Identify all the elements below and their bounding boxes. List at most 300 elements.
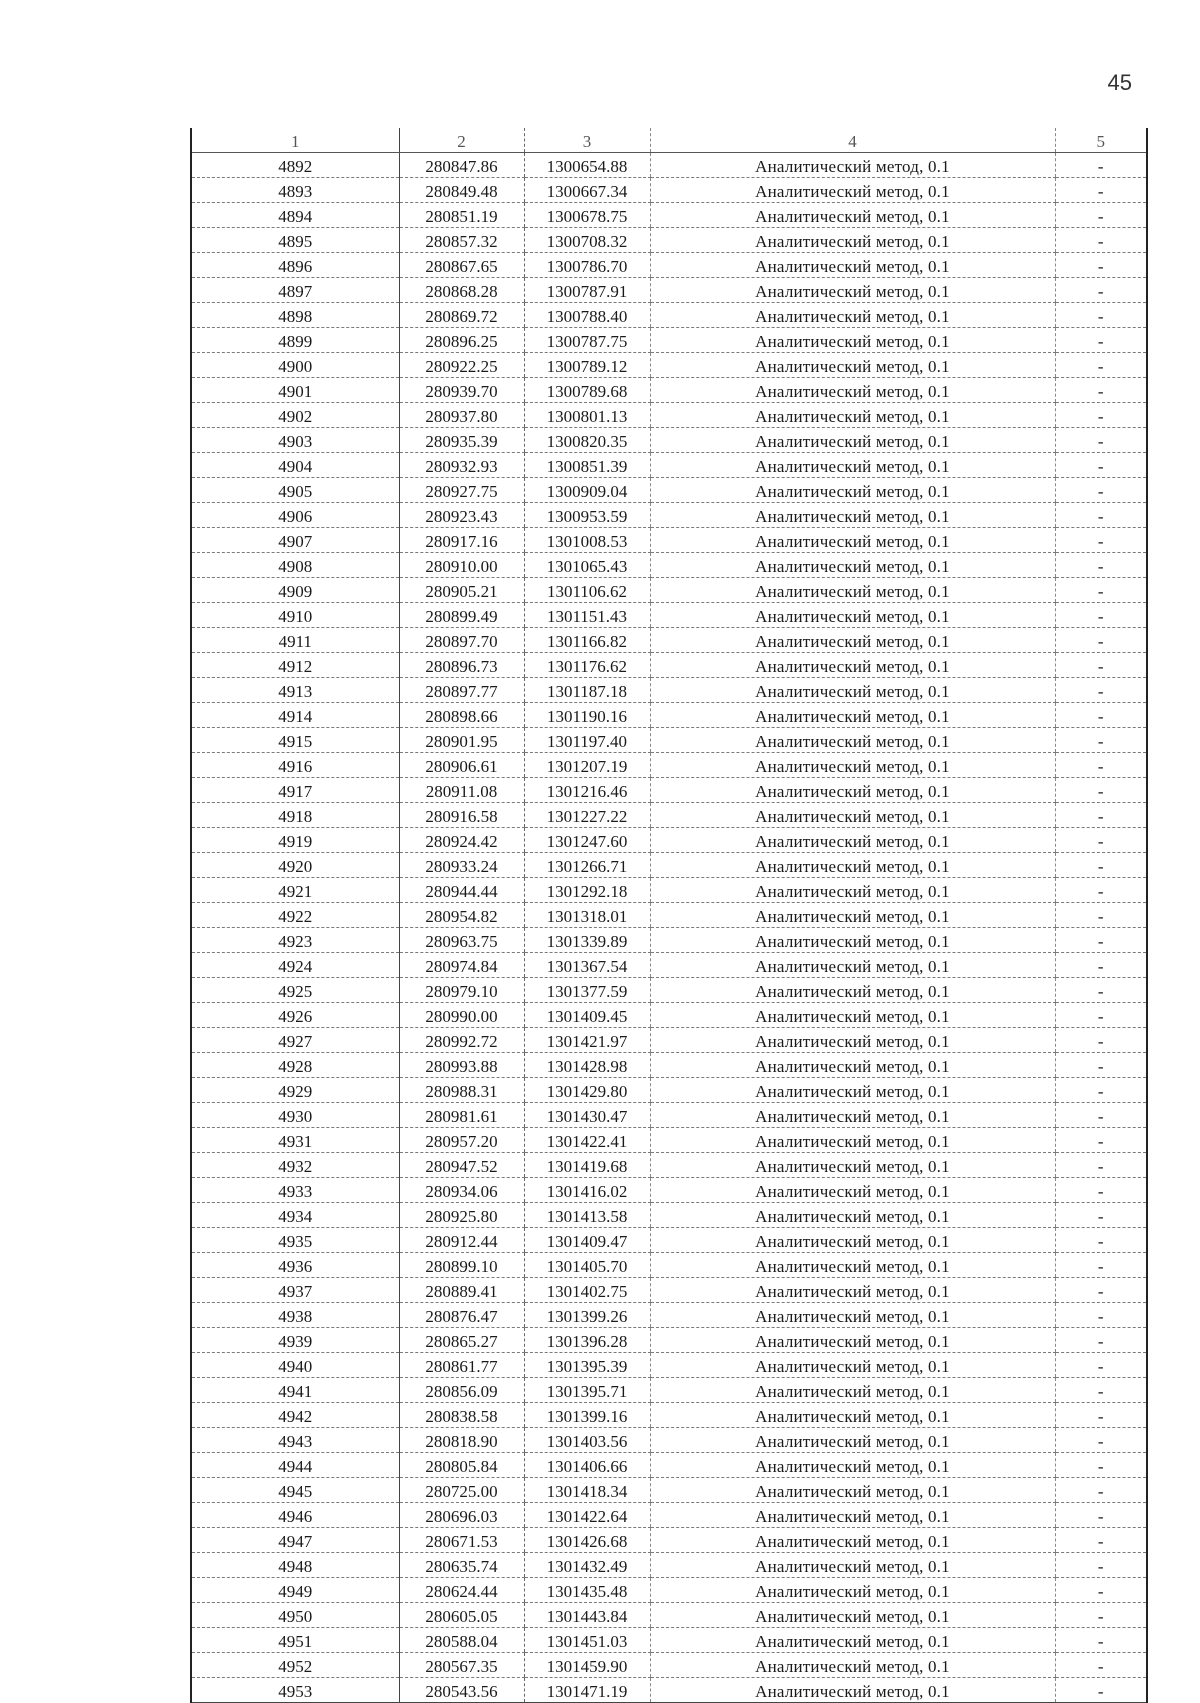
- note-cell: -: [1055, 1478, 1147, 1503]
- method-cell: Аналитический метод, 0.1: [650, 728, 1055, 753]
- x-coordinate-cell: 280912.44: [399, 1228, 524, 1253]
- y-coordinate-cell: 1301367.54: [524, 953, 650, 978]
- y-coordinate-cell: 1301451.03: [524, 1628, 650, 1653]
- note-cell: -: [1055, 1303, 1147, 1328]
- method-cell: Аналитический метод, 0.1: [650, 553, 1055, 578]
- y-coordinate-cell: 1300787.75: [524, 328, 650, 353]
- x-coordinate-cell: 280897.77: [399, 678, 524, 703]
- table-row: [191, 903, 1147, 928]
- method-cell: Аналитический метод, 0.1: [650, 928, 1055, 953]
- method-cell: Аналитический метод, 0.1: [650, 153, 1055, 178]
- y-coordinate-cell: 1301339.89: [524, 928, 650, 953]
- table-row: [191, 778, 1147, 803]
- point-number-cell: 4914: [191, 703, 399, 728]
- point-number-cell: 4921: [191, 878, 399, 903]
- note-cell: -: [1055, 753, 1147, 778]
- table-row: [191, 603, 1147, 628]
- note-cell: -: [1055, 1203, 1147, 1228]
- x-coordinate-cell: 280934.06: [399, 1178, 524, 1203]
- point-number-cell: 4913: [191, 678, 399, 703]
- method-cell: Аналитический метод, 0.1: [650, 1478, 1055, 1503]
- x-coordinate-cell: 280867.65: [399, 253, 524, 278]
- y-coordinate-cell: 1301151.43: [524, 603, 650, 628]
- table-row: [191, 203, 1147, 228]
- method-cell: Аналитический метод, 0.1: [650, 753, 1055, 778]
- point-number-cell: 4929: [191, 1078, 399, 1103]
- point-number-cell: 4940: [191, 1353, 399, 1378]
- note-cell: -: [1055, 1553, 1147, 1578]
- y-coordinate-cell: 1301403.56: [524, 1428, 650, 1453]
- point-number-cell: 4894: [191, 203, 399, 228]
- point-number-cell: 4930: [191, 1103, 399, 1128]
- note-cell: -: [1055, 1678, 1147, 1703]
- method-cell: Аналитический метод, 0.1: [650, 828, 1055, 853]
- note-cell: -: [1055, 828, 1147, 853]
- x-coordinate-cell: 280992.72: [399, 1028, 524, 1053]
- table-row: [191, 453, 1147, 478]
- x-coordinate-cell: 280889.41: [399, 1278, 524, 1303]
- method-cell: Аналитический метод, 0.1: [650, 1228, 1055, 1253]
- note-cell: -: [1055, 653, 1147, 678]
- table-row: [191, 228, 1147, 253]
- x-coordinate-cell: 280861.77: [399, 1353, 524, 1378]
- note-cell: -: [1055, 1003, 1147, 1028]
- point-number-cell: 4898: [191, 303, 399, 328]
- method-cell: Аналитический метод, 0.1: [650, 528, 1055, 553]
- point-number-cell: 4945: [191, 1478, 399, 1503]
- table-row: [191, 353, 1147, 378]
- table-row: [191, 1653, 1147, 1678]
- note-cell: -: [1055, 453, 1147, 478]
- table-row: [191, 253, 1147, 278]
- x-coordinate-cell: 280944.44: [399, 878, 524, 903]
- note-cell: -: [1055, 703, 1147, 728]
- table-row: [191, 1328, 1147, 1353]
- note-cell: -: [1055, 303, 1147, 328]
- note-cell: -: [1055, 853, 1147, 878]
- note-cell: -: [1055, 228, 1147, 253]
- note-cell: -: [1055, 328, 1147, 353]
- x-coordinate-cell: 280588.04: [399, 1628, 524, 1653]
- point-number-cell: 4924: [191, 953, 399, 978]
- method-cell: Аналитический метод, 0.1: [650, 1278, 1055, 1303]
- x-coordinate-cell: 280671.53: [399, 1528, 524, 1553]
- table-row: [191, 1053, 1147, 1078]
- y-coordinate-cell: 1300801.13: [524, 403, 650, 428]
- table-row: [191, 1103, 1147, 1128]
- point-number-cell: 4923: [191, 928, 399, 953]
- method-cell: Аналитический метод, 0.1: [650, 453, 1055, 478]
- y-coordinate-cell: 1301418.34: [524, 1478, 650, 1503]
- note-cell: -: [1055, 728, 1147, 753]
- point-number-cell: 4918: [191, 803, 399, 828]
- method-cell: Аналитический метод, 0.1: [650, 1528, 1055, 1553]
- x-coordinate-cell: 280947.52: [399, 1153, 524, 1178]
- x-coordinate-cell: 280925.80: [399, 1203, 524, 1228]
- method-cell: Аналитический метод, 0.1: [650, 1003, 1055, 1028]
- point-number-cell: 4896: [191, 253, 399, 278]
- note-cell: -: [1055, 278, 1147, 303]
- table-row: [191, 153, 1147, 178]
- table-row: [191, 478, 1147, 503]
- x-coordinate-cell: 280605.05: [399, 1603, 524, 1628]
- table-row: [191, 928, 1147, 953]
- note-cell: -: [1055, 1153, 1147, 1178]
- y-coordinate-cell: 1301065.43: [524, 553, 650, 578]
- note-cell: -: [1055, 178, 1147, 203]
- point-number-cell: 4893: [191, 178, 399, 203]
- x-coordinate-cell: 280635.74: [399, 1553, 524, 1578]
- x-coordinate-cell: 280725.00: [399, 1478, 524, 1503]
- method-cell: Аналитический метод, 0.1: [650, 253, 1055, 278]
- method-cell: Аналитический метод, 0.1: [650, 328, 1055, 353]
- x-coordinate-cell: 280847.86: [399, 153, 524, 178]
- method-cell: Аналитический метод, 0.1: [650, 1428, 1055, 1453]
- column-header-5: 5: [1055, 128, 1147, 153]
- table-row: [191, 1428, 1147, 1453]
- point-number-cell: 4934: [191, 1203, 399, 1228]
- table-row: [191, 1353, 1147, 1378]
- x-coordinate-cell: 280865.27: [399, 1328, 524, 1353]
- table-row: [191, 1128, 1147, 1153]
- point-number-cell: 4949: [191, 1578, 399, 1603]
- method-cell: Аналитический метод, 0.1: [650, 578, 1055, 603]
- x-coordinate-cell: 280856.09: [399, 1378, 524, 1403]
- note-cell: -: [1055, 1353, 1147, 1378]
- y-coordinate-cell: 1301247.60: [524, 828, 650, 853]
- table-row: [191, 703, 1147, 728]
- method-cell: Аналитический метод, 0.1: [650, 303, 1055, 328]
- point-number-cell: 4950: [191, 1603, 399, 1628]
- y-coordinate-cell: 1300678.75: [524, 203, 650, 228]
- x-coordinate-cell: 280898.66: [399, 703, 524, 728]
- x-coordinate-cell: 280939.70: [399, 378, 524, 403]
- table-row: [191, 553, 1147, 578]
- table-row: [191, 428, 1147, 453]
- x-coordinate-cell: 280954.82: [399, 903, 524, 928]
- y-coordinate-cell: 1301402.75: [524, 1278, 650, 1303]
- point-number-cell: 4938: [191, 1303, 399, 1328]
- y-coordinate-cell: 1301176.62: [524, 653, 650, 678]
- x-coordinate-cell: 280876.47: [399, 1303, 524, 1328]
- note-cell: -: [1055, 903, 1147, 928]
- coordinates-table: [190, 128, 1148, 1703]
- y-coordinate-cell: 1300909.04: [524, 478, 650, 503]
- method-cell: Аналитический метод, 0.1: [650, 1403, 1055, 1428]
- method-cell: Аналитический метод, 0.1: [650, 1053, 1055, 1078]
- x-coordinate-cell: 280805.84: [399, 1453, 524, 1478]
- y-coordinate-cell: 1301399.26: [524, 1303, 650, 1328]
- method-cell: Аналитический метод, 0.1: [650, 1453, 1055, 1478]
- column-header-2: 2: [399, 128, 524, 153]
- method-cell: Аналитический метод, 0.1: [650, 1028, 1055, 1053]
- method-cell: Аналитический метод, 0.1: [650, 1653, 1055, 1678]
- note-cell: -: [1055, 928, 1147, 953]
- point-number-cell: 4910: [191, 603, 399, 628]
- method-cell: Аналитический метод, 0.1: [650, 428, 1055, 453]
- note-cell: -: [1055, 1103, 1147, 1128]
- table-row: [191, 1078, 1147, 1103]
- y-coordinate-cell: 1300789.68: [524, 378, 650, 403]
- table-row: [191, 1403, 1147, 1428]
- x-coordinate-cell: 280924.42: [399, 828, 524, 853]
- method-cell: Аналитический метод, 0.1: [650, 1353, 1055, 1378]
- note-cell: -: [1055, 1028, 1147, 1053]
- method-cell: Аналитический метод, 0.1: [650, 1578, 1055, 1603]
- note-cell: -: [1055, 578, 1147, 603]
- x-coordinate-cell: 280922.25: [399, 353, 524, 378]
- point-number-cell: 4901: [191, 378, 399, 403]
- x-coordinate-cell: 280932.93: [399, 453, 524, 478]
- table-row: [191, 678, 1147, 703]
- table-row: [191, 1478, 1147, 1503]
- table-row: [191, 1553, 1147, 1578]
- method-cell: Аналитический метод, 0.1: [650, 178, 1055, 203]
- table-row: [191, 1578, 1147, 1603]
- x-coordinate-cell: 280896.25: [399, 328, 524, 353]
- x-coordinate-cell: 280901.95: [399, 728, 524, 753]
- table-row: [191, 1278, 1147, 1303]
- method-cell: Аналитический метод, 0.1: [650, 378, 1055, 403]
- y-coordinate-cell: 1301419.68: [524, 1153, 650, 1178]
- method-cell: Аналитический метод, 0.1: [650, 1628, 1055, 1653]
- point-number-cell: 4953: [191, 1678, 399, 1703]
- table-header-row: [191, 128, 1147, 153]
- x-coordinate-cell: 280911.08: [399, 778, 524, 803]
- method-cell: Аналитический метод, 0.1: [650, 1078, 1055, 1103]
- table-row: [191, 1228, 1147, 1253]
- y-coordinate-cell: 1300787.91: [524, 278, 650, 303]
- y-coordinate-cell: 1301292.18: [524, 878, 650, 903]
- y-coordinate-cell: 1300820.35: [524, 428, 650, 453]
- note-cell: -: [1055, 1128, 1147, 1153]
- note-cell: -: [1055, 203, 1147, 228]
- table-row: [191, 1153, 1147, 1178]
- point-number-cell: 4915: [191, 728, 399, 753]
- x-coordinate-cell: 280567.35: [399, 1653, 524, 1678]
- note-cell: -: [1055, 503, 1147, 528]
- point-number-cell: 4932: [191, 1153, 399, 1178]
- x-coordinate-cell: 280868.28: [399, 278, 524, 303]
- point-number-cell: 4947: [191, 1528, 399, 1553]
- point-number-cell: 4931: [191, 1128, 399, 1153]
- x-coordinate-cell: 280869.72: [399, 303, 524, 328]
- y-coordinate-cell: 1300851.39: [524, 453, 650, 478]
- note-cell: -: [1055, 1603, 1147, 1628]
- y-coordinate-cell: 1301318.01: [524, 903, 650, 928]
- table-row: [191, 303, 1147, 328]
- note-cell: -: [1055, 603, 1147, 628]
- column-header-4: 4: [650, 128, 1055, 153]
- method-cell: Аналитический метод, 0.1: [650, 1178, 1055, 1203]
- table-row: [191, 328, 1147, 353]
- point-number-cell: 4946: [191, 1503, 399, 1528]
- y-coordinate-cell: 1301187.18: [524, 678, 650, 703]
- note-cell: -: [1055, 378, 1147, 403]
- point-number-cell: 4927: [191, 1028, 399, 1053]
- point-number-cell: 4916: [191, 753, 399, 778]
- point-number-cell: 4907: [191, 528, 399, 553]
- method-cell: Аналитический метод, 0.1: [650, 953, 1055, 978]
- note-cell: -: [1055, 678, 1147, 703]
- point-number-cell: 4933: [191, 1178, 399, 1203]
- y-coordinate-cell: 1300788.40: [524, 303, 650, 328]
- note-cell: -: [1055, 803, 1147, 828]
- note-cell: -: [1055, 1253, 1147, 1278]
- y-coordinate-cell: 1301421.97: [524, 1028, 650, 1053]
- point-number-cell: 4900: [191, 353, 399, 378]
- note-cell: -: [1055, 1503, 1147, 1528]
- y-coordinate-cell: 1301207.19: [524, 753, 650, 778]
- note-cell: -: [1055, 403, 1147, 428]
- table-row: [191, 653, 1147, 678]
- method-cell: Аналитический метод, 0.1: [650, 978, 1055, 1003]
- method-cell: Аналитический метод, 0.1: [650, 1203, 1055, 1228]
- x-coordinate-cell: 280981.61: [399, 1103, 524, 1128]
- y-coordinate-cell: 1301409.47: [524, 1228, 650, 1253]
- y-coordinate-cell: 1301396.28: [524, 1328, 650, 1353]
- y-coordinate-cell: 1300789.12: [524, 353, 650, 378]
- point-number-cell: 4941: [191, 1378, 399, 1403]
- method-cell: Аналитический метод, 0.1: [650, 603, 1055, 628]
- point-number-cell: 4902: [191, 403, 399, 428]
- point-number-cell: 4899: [191, 328, 399, 353]
- note-cell: -: [1055, 1653, 1147, 1678]
- table-row: [191, 1178, 1147, 1203]
- point-number-cell: 4912: [191, 653, 399, 678]
- method-cell: Аналитический метод, 0.1: [650, 1153, 1055, 1178]
- table-row: [191, 803, 1147, 828]
- x-coordinate-cell: 280988.31: [399, 1078, 524, 1103]
- point-number-cell: 4908: [191, 553, 399, 578]
- note-cell: -: [1055, 1628, 1147, 1653]
- method-cell: Аналитический метод, 0.1: [650, 678, 1055, 703]
- x-coordinate-cell: 280624.44: [399, 1578, 524, 1603]
- x-coordinate-cell: 280990.00: [399, 1003, 524, 1028]
- y-coordinate-cell: 1301471.19: [524, 1678, 650, 1703]
- y-coordinate-cell: 1301430.47: [524, 1103, 650, 1128]
- note-cell: -: [1055, 1528, 1147, 1553]
- point-number-cell: 4922: [191, 903, 399, 928]
- point-number-cell: 4943: [191, 1428, 399, 1453]
- method-cell: Аналитический метод, 0.1: [650, 803, 1055, 828]
- point-number-cell: 4951: [191, 1628, 399, 1653]
- note-cell: -: [1055, 1228, 1147, 1253]
- table-row: [191, 178, 1147, 203]
- y-coordinate-cell: 1301377.59: [524, 978, 650, 1003]
- y-coordinate-cell: 1301399.16: [524, 1403, 650, 1428]
- method-cell: Аналитический метод, 0.1: [650, 478, 1055, 503]
- y-coordinate-cell: 1301008.53: [524, 528, 650, 553]
- x-coordinate-cell: 280857.32: [399, 228, 524, 253]
- y-coordinate-cell: 1301435.48: [524, 1578, 650, 1603]
- table-row: [191, 1378, 1147, 1403]
- note-cell: -: [1055, 1453, 1147, 1478]
- y-coordinate-cell: 1300708.32: [524, 228, 650, 253]
- method-cell: Аналитический метод, 0.1: [650, 1103, 1055, 1128]
- note-cell: -: [1055, 1428, 1147, 1453]
- table-row: [191, 978, 1147, 1003]
- point-number-cell: 4952: [191, 1653, 399, 1678]
- y-coordinate-cell: 1300654.88: [524, 153, 650, 178]
- y-coordinate-cell: 1301197.40: [524, 728, 650, 753]
- table-row: [191, 1603, 1147, 1628]
- table-row: [191, 853, 1147, 878]
- point-number-cell: 4897: [191, 278, 399, 303]
- point-number-cell: 4911: [191, 628, 399, 653]
- point-number-cell: 4936: [191, 1253, 399, 1278]
- page-number: 45: [1107, 70, 1132, 95]
- note-cell: -: [1055, 878, 1147, 903]
- x-coordinate-cell: 280899.49: [399, 603, 524, 628]
- y-coordinate-cell: 1301422.64: [524, 1503, 650, 1528]
- y-coordinate-cell: 1301443.84: [524, 1603, 650, 1628]
- note-cell: -: [1055, 353, 1147, 378]
- point-number-cell: 4892: [191, 153, 399, 178]
- point-number-cell: 4925: [191, 978, 399, 1003]
- note-cell: -: [1055, 428, 1147, 453]
- x-coordinate-cell: 280818.90: [399, 1428, 524, 1453]
- method-cell: Аналитический метод, 0.1: [650, 1378, 1055, 1403]
- note-cell: -: [1055, 1328, 1147, 1353]
- note-cell: -: [1055, 628, 1147, 653]
- x-coordinate-cell: 280849.48: [399, 178, 524, 203]
- x-coordinate-cell: 280851.19: [399, 203, 524, 228]
- x-coordinate-cell: 280696.03: [399, 1503, 524, 1528]
- x-coordinate-cell: 280974.84: [399, 953, 524, 978]
- note-cell: -: [1055, 153, 1147, 178]
- table-row: [191, 728, 1147, 753]
- note-cell: -: [1055, 553, 1147, 578]
- y-coordinate-cell: 1301409.45: [524, 1003, 650, 1028]
- point-number-cell: 4928: [191, 1053, 399, 1078]
- table-row: [191, 578, 1147, 603]
- x-coordinate-cell: 280993.88: [399, 1053, 524, 1078]
- note-cell: -: [1055, 1053, 1147, 1078]
- point-number-cell: 4920: [191, 853, 399, 878]
- table-row: [191, 1528, 1147, 1553]
- y-coordinate-cell: 1300953.59: [524, 503, 650, 528]
- y-coordinate-cell: 1301459.90: [524, 1653, 650, 1678]
- point-number-cell: 4939: [191, 1328, 399, 1353]
- point-number-cell: 4903: [191, 428, 399, 453]
- x-coordinate-cell: 280935.39: [399, 428, 524, 453]
- y-coordinate-cell: 1301432.49: [524, 1553, 650, 1578]
- table-row: [191, 378, 1147, 403]
- column-header-1: 1: [191, 128, 399, 153]
- point-number-cell: 4904: [191, 453, 399, 478]
- table-row: [191, 403, 1147, 428]
- method-cell: Аналитический метод, 0.1: [650, 1303, 1055, 1328]
- note-cell: -: [1055, 1178, 1147, 1203]
- point-number-cell: 4937: [191, 1278, 399, 1303]
- y-coordinate-cell: 1301406.66: [524, 1453, 650, 1478]
- method-cell: Аналитический метод, 0.1: [650, 903, 1055, 928]
- y-coordinate-cell: 1301106.62: [524, 578, 650, 603]
- table-row: [191, 278, 1147, 303]
- method-cell: Аналитический метод, 0.1: [650, 1253, 1055, 1278]
- method-cell: Аналитический метод, 0.1: [650, 703, 1055, 728]
- x-coordinate-cell: 280905.21: [399, 578, 524, 603]
- y-coordinate-cell: 1300667.34: [524, 178, 650, 203]
- table-row: [191, 1203, 1147, 1228]
- y-coordinate-cell: 1301422.41: [524, 1128, 650, 1153]
- table-row: [191, 753, 1147, 778]
- table-row: [191, 1628, 1147, 1653]
- y-coordinate-cell: 1301426.68: [524, 1528, 650, 1553]
- column-header-3: 3: [524, 128, 650, 153]
- method-cell: Аналитический метод, 0.1: [650, 203, 1055, 228]
